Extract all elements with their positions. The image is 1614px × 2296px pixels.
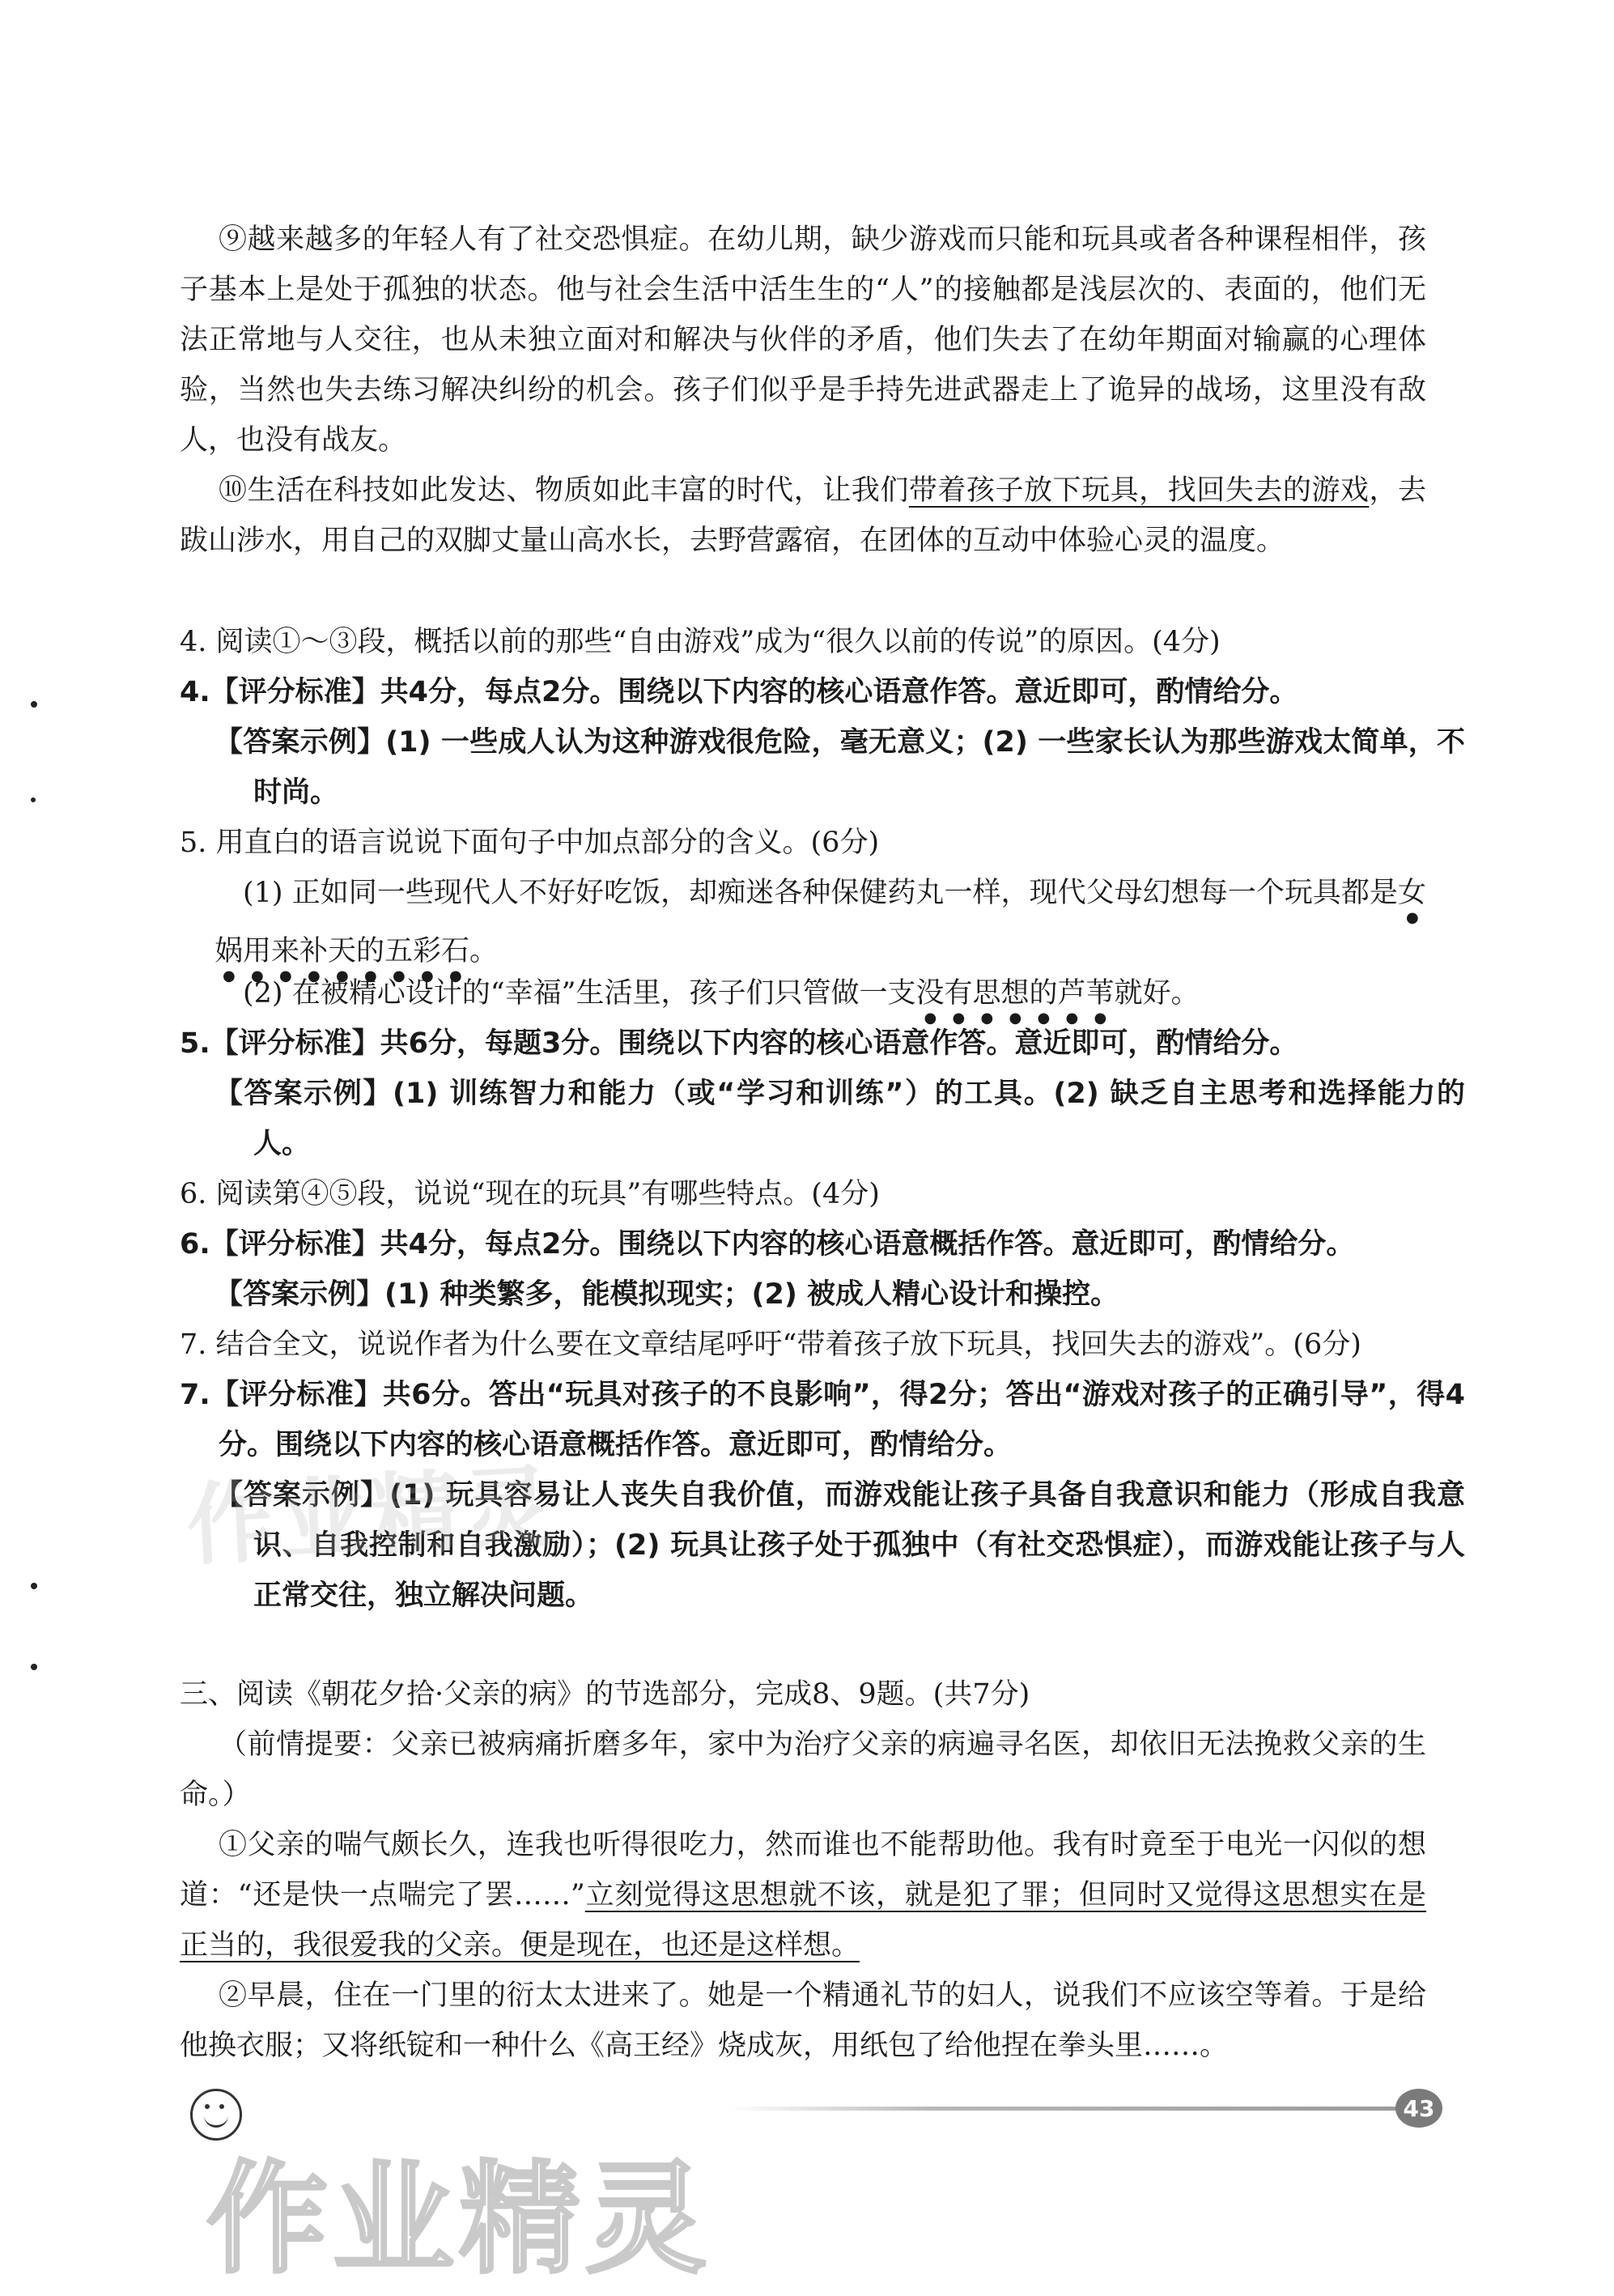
margin-dot xyxy=(31,797,36,802)
s3-p1-pre: ①父亲的喘气颇长久，连我也听得很吃力，然而谁也不能帮助他。我有时竟至于电光一闪似的想道：“还是快一点喘完了罢……” xyxy=(180,1829,1426,1911)
page-number: 43 xyxy=(1395,2089,1442,2128)
q6-question: 6. 阅读第④⑤段，说说“现在的玩具”有哪些特点。(4分) xyxy=(180,1178,880,1210)
watermark-logo: 作业精灵 xyxy=(206,2149,712,2290)
s3-p1-underlined: 立刻觉得这思想就不该，就是犯了罪；但同时又觉得这思想实在是正当的，我很爱我的父亲。便是现在，也还是这样想。 xyxy=(180,1879,1426,1962)
q7-example: 【答案示例】(1) 玩具容易让人丧失自我价值，而游戏能让孩子具备自我意识和能力（形成自我意识、自我控制和自我激励）；(2) 玩具让孩子处于孤独中（有社交恐惧症），而游戏能让孩子与人正常交往，独立解决问题。 xyxy=(214,1479,1465,1612)
q7-question: 7. 结合全文，说说作者为什么要在文章结尾呼吁“带着孩子放下玩具，找回失去的游戏”。(6分) xyxy=(180,1329,1361,1361)
q5-s1-post: 。 xyxy=(469,935,499,967)
q5-example: 【答案示例】(1) 训练智力和能力（或“学习和训练”）的工具。(2) 缺乏自主思考和选择能力的人。 xyxy=(214,1078,1465,1160)
q5-s2-post: 就好。 xyxy=(1114,977,1200,1010)
q7-criteria: 7.【评分标准】共6分。答出“玩具对孩子的不良影响”，得2分；答出“游戏对孩子的正确引导”，得4分。围绕以下内容的核心语意概括作答。意近即可，酌情给分。 xyxy=(180,1379,1465,1461)
q6-criteria: 6.【评分标准】共4分，每点2分。围绕以下内容的核心语意概括作答。意近即可，酌情给分。 xyxy=(180,1228,1355,1261)
q4-question: 4. 阅读①～③段，概括以前的那些“自由游戏”成为“很久以前的传说”的原因。(4分) xyxy=(180,626,1221,658)
q5-sentence-1 xyxy=(214,868,1426,984)
section3-background: （前情提要：父亲已被病痛折磨多年，家中为治疗父亲的病遍寻名医，却依旧无法挽救父亲的生命。） xyxy=(180,1728,1426,1811)
margin-dot xyxy=(31,1664,37,1670)
q5-question: 5. 用直白的语言说说下面句子中加点部分的含义。(6分) xyxy=(180,827,880,859)
passage-paragraph-9: ⑨越来越多的年轻人有了社交恐惧症。在幼儿期，缺少游戏而只能和玩具或者各种课程相伴，孩子基本上是处于孤独的状态。他与社会生活中活生生的“人”的接触都是浅层次的、表面的，他们无法正常地与人交往，也从未独立面对和解决与伙伴的矛盾，他们失去了在幼年期面对输赢的心理体验，当然也失去练习解决纠纷的机会。孩子们似乎是手持先进武器走上了诡异的战场，这里没有敌人，也没有战友。 xyxy=(180,223,1426,457)
p10-underlined-phrase: 带着孩子放下玩具，找回失去的游戏 xyxy=(908,474,1370,507)
q5-s1-pre: (1) 正如同一些现代人不好好吃饭，却痴迷各种保健药丸一样，现代父母幻想每一个玩具都是 xyxy=(243,877,1398,909)
faint-stamp-watermark: 作业精灵 xyxy=(184,1455,559,1578)
margin-dot xyxy=(31,1583,37,1589)
q5-criteria: 5.【评分标准】共6分，每题3分。围绕以下内容的核心语意作答。意近即可，酌情给分。 xyxy=(180,1027,1298,1060)
q5-s2-pre: (2) 在被精心设计的“幸福”生活里，孩子们只管做一支 xyxy=(243,977,916,1010)
margin-dot xyxy=(31,701,37,708)
section3-heading: 三、阅读《朝花夕拾·父亲的病》的节选部分，完成8、9题。(共7分) xyxy=(180,1678,1030,1711)
p10-pre: ⑩生活在科技如此发达、物质如此丰富的时代，让我们 xyxy=(219,474,909,507)
section3-paragraph-2: ②早晨，住在一门里的衍太太进来了。她是一个精通礼节的妇人，说我们不应该空等着。于是给他换衣服；又将纸锭和一种什么《高王经》烧成灰，用纸包了给他捏在拳头里……。 xyxy=(180,1979,1426,2062)
q5-s2-dotted-phrase: 没有思想的芦苇 xyxy=(915,977,1115,1010)
footer-divider xyxy=(728,2107,1408,2111)
q4-criteria: 4.【评分标准】共4分，每点2分。围绕以下内容的核心语意作答。意近即可，酌情给分。 xyxy=(180,676,1298,708)
q5-s1-dotted-phrase: 女娲用来补天的五彩石 xyxy=(214,877,1426,967)
p10-post: ，去跋山涉水，用自己的双脚丈量山高水长，去野营露宿，在团体的互动中体验心灵的温度。 xyxy=(180,474,1426,557)
q4-example: 【答案示例】(1) 一些成人认为这种游戏很危险，毫无意义；(2) 一些家长认为那些游戏太简单，不时尚。 xyxy=(214,726,1465,809)
passage-paragraph-10 xyxy=(180,466,1426,566)
q6-example: 【答案示例】(1) 种类繁多，能模拟现实；(2) 被成人精心设计和操控。 xyxy=(214,1278,1119,1311)
section3-paragraph-1 xyxy=(180,1820,1426,1971)
